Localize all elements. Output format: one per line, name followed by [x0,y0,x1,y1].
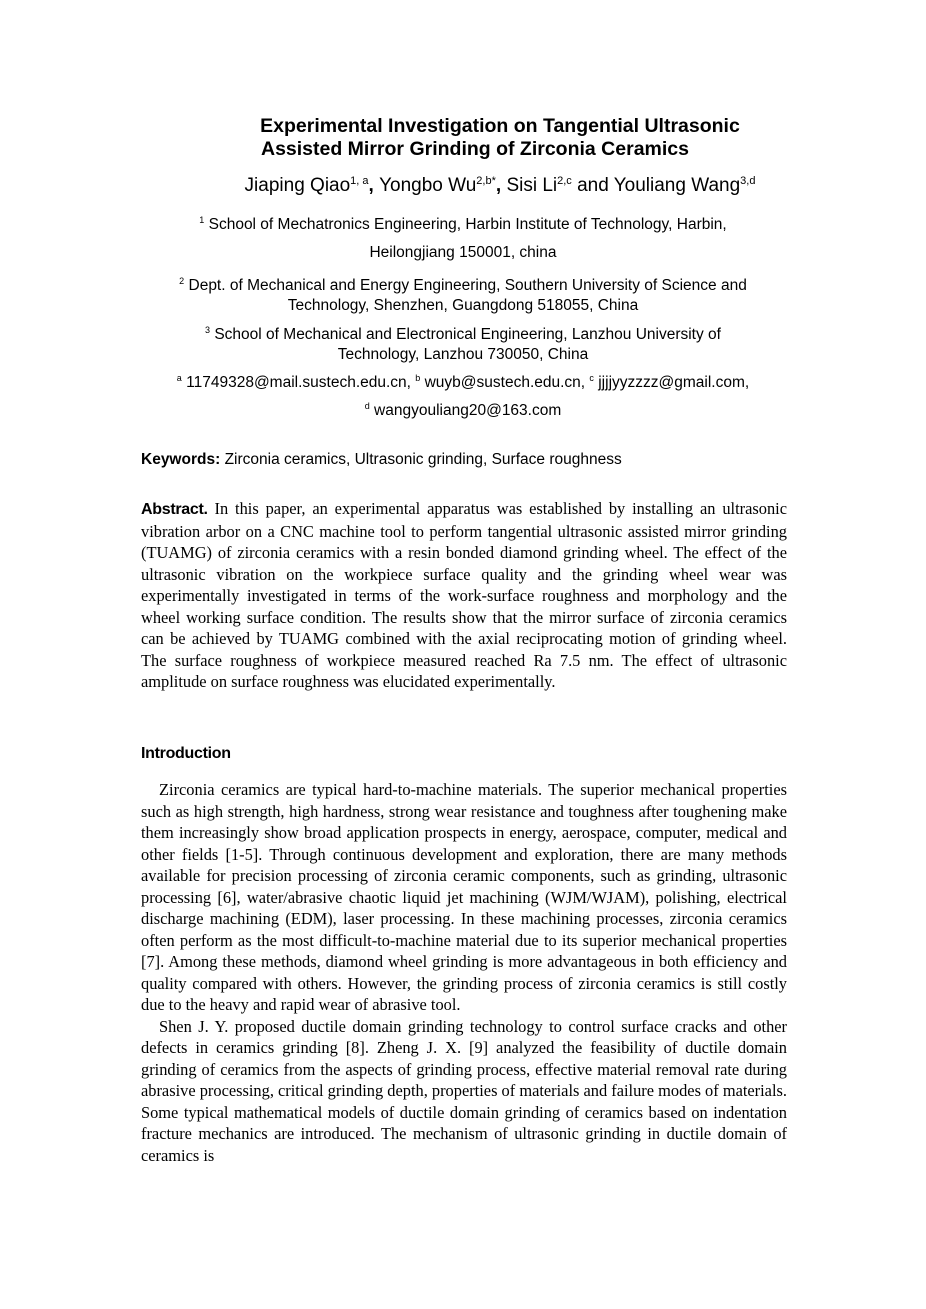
email-list [140,373,786,421]
email-a: 11749328@mail.sustech.edu.cn, [186,374,411,391]
affiliation-line: Technology, Lanzhou 730050, China [337,346,589,363]
paper-title [150,115,850,161]
paragraph: Shen J. Y. proposed ductile domain grinding technology to control surface cracks and other defects in ceramics grinding [8]. Zheng J. X. [9] analyzed the feasibility of ductile domain grinding of ceramics from the aspects of grinding process, effective material removal rate during abrasive processing, critical grinding depth, properties of materials and failure modes of materials. Some typical mathematical models of ductile domain grinding of ceramics based on indentation fracture mechanics are introduced. The mechanism of ultrasonic grinding in ductile domain of ceramics is [141,1016,787,1165]
affiliation-line: Dept. of Mechanical and Energy Engineering, Southern University of Science and [188,277,747,294]
affiliation-sup: 1 [199,215,205,225]
title-line-2: Assisted Mirror Grinding of Zirconia Ceramics [260,138,689,160]
keywords [141,450,622,470]
abstract-text: In this paper, an experimental apparatus was established by installing an ultrasonic vibration arbor on a CNC machine tool to perform tangential ultrasonic assisted mirror grinding (TUAMG) of zirconia ceramics with a resin bonded diamond grinding wheel. The effect of the ultrasonic vibration on the workpiece surface quality and the grinding wheel wear was experimentally investigated in terms of the work-surface roughness and morphology and the wheel working surface condition. The results show that the mirror surface of zirconia ceramics can be achieved by TUAMG combined with the axial reciprocating motion of grinding wheel. The surface roughness of workpiece measured reached Ra 7.5 nm. The effect of ultrasonic amplitude on surface roughness was elucidated experimentally. [141,499,787,691]
author-name: Sisi Li [506,175,558,196]
section-heading-introduction: Introduction [141,745,231,762]
affiliation-line: Technology, Shenzhen, Guangdong 518055, China [287,297,639,314]
affiliation-3 [140,325,786,365]
author-separator: , [495,175,507,196]
introduction-body [141,779,787,1166]
paragraph: Zirconia ceramics are typical hard-to-machine materials. The superior mechanical properties such as high strength, high hardness, strong wear resistance and toughness after toughening make them increasingly show broad application prospects in energy, aerospace, computer, medical and other fields [1-5]. Through continuous development and exploration, there are many methods available for precision processing of zirconia ceramic components, such as grinding, ultrasonic processing [6], water/abrasive chaotic liquid jet machining (WJM/WJAM), polishing, electrical discharge machining (EDM), laser processing. In these machining processes, zirconia ceramics often perform as the most difficult-to-machine material due to its superior mechanical properties [7]. Among these methods, diamond wheel grinding is more advantageous in both efficiency and quality compared with others. However, the grinding process of zirconia ceramics is still costly due to the heavy and rapid wear of abrasive tool. [141,780,787,1014]
email-sup: a [176,373,182,383]
email-c: jjjjyyzzzz@gmail.com, [598,374,750,391]
abstract [141,498,787,693]
email-sup: c [589,373,594,383]
author-name: Jiaping Qiao [244,175,351,196]
affiliation-1 [140,215,786,263]
affiliation-2 [140,276,786,316]
keywords-label: Keywords: [141,451,221,468]
author-sup: 2,c [557,175,572,187]
affiliation-line: School of Mechatronics Engineering, Harbin Institute of Technology, Harbin, [208,216,727,233]
email-d: wangyouliang20@163.com [374,402,562,419]
keywords-text: Zirconia ceramics, Ultrasonic grinding, Surface roughness [224,451,622,468]
affiliation-line: School of Mechanical and Electronical Engineering, Lanzhou University of [214,326,721,343]
email-b: wuyb@sustech.edu.cn, [424,374,586,391]
author-list [120,174,880,198]
author-sup: 2,b* [476,175,496,187]
abstract-label: Abstract. [141,501,208,518]
title-line-1: Experimental Investigation on Tangential Ultrasonic [260,115,740,137]
email-sup: b [415,373,421,383]
author-separator: and [571,175,614,196]
author-name: Yongbo Wu [379,175,477,196]
email-sup: d [364,401,370,411]
author-sup: 3,d [740,175,756,187]
affiliation-line: Heilongjiang 150001, china [369,244,557,261]
author-separator: , [368,175,380,196]
affiliation-sup: 2 [179,276,185,286]
author-name: Youliang Wang [613,175,741,196]
author-sup: 1, a [350,175,369,187]
affiliation-sup: 3 [205,325,211,335]
